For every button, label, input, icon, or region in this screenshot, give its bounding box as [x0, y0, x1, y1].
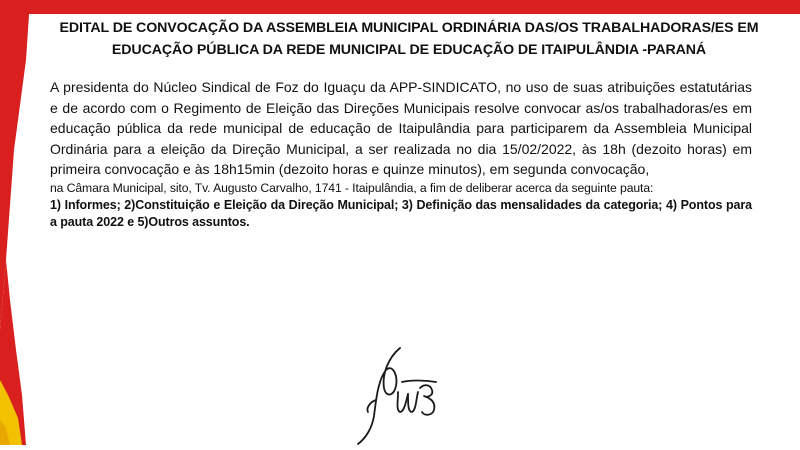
main-paragraph: A presidenta do Núcleo Sindical de Foz do Iguaçu da APP-SINDICATO, no uso de suas atribuições estatutárias e de acordo com o Regimento de Eleição das Direções Municipais resolve convocar as/os trabalhadoras/es em educação pública da rede municipal de educação de Itaipulândia para participarem da Assembleia Municipal Ordinária para a eleição da Direção Municipal, a ser realizada no dia 15/02/2022, às 18h (dezoito horas) em primeira convocação e às 18h15min (dezoito horas e quinze minutos), em segunda convocação, — [50, 79, 752, 178]
document-body — [50, 77, 752, 231]
document-title — [36, 17, 782, 61]
location-paragraph: na Câmara Municipal, sito, Tv. Augusto Carvalho, 1741 - Itaipulândia, a fim de deliberar acerca da seguinte pauta: — [50, 180, 654, 195]
top-red-band — [0, 0, 800, 14]
title-line-2: EDUCAÇÃO PÚBLICA DA REDE MUNICIPAL DE EDUCAÇÃO DE ITAIPULÂNDIA -PARANÁ — [111, 42, 707, 58]
handwritten-signature — [340, 340, 450, 445]
title-line-1: EDITAL DE CONVOCAÇÃO DA ASSEMBLEIA MUNICIPAL ORDINÁRIA DAS/OS TRABALHADORAS/ES EM — [59, 20, 759, 36]
left-decoration — [0, 0, 30, 445]
agenda-paragraph: 1) Informes; 2)Constituição e Eleição da Direção Municipal; 3) Definição das mensalidades da categoria; 4) Pontos para a pauta 2022 e 5)Outros assuntos. — [50, 197, 752, 229]
